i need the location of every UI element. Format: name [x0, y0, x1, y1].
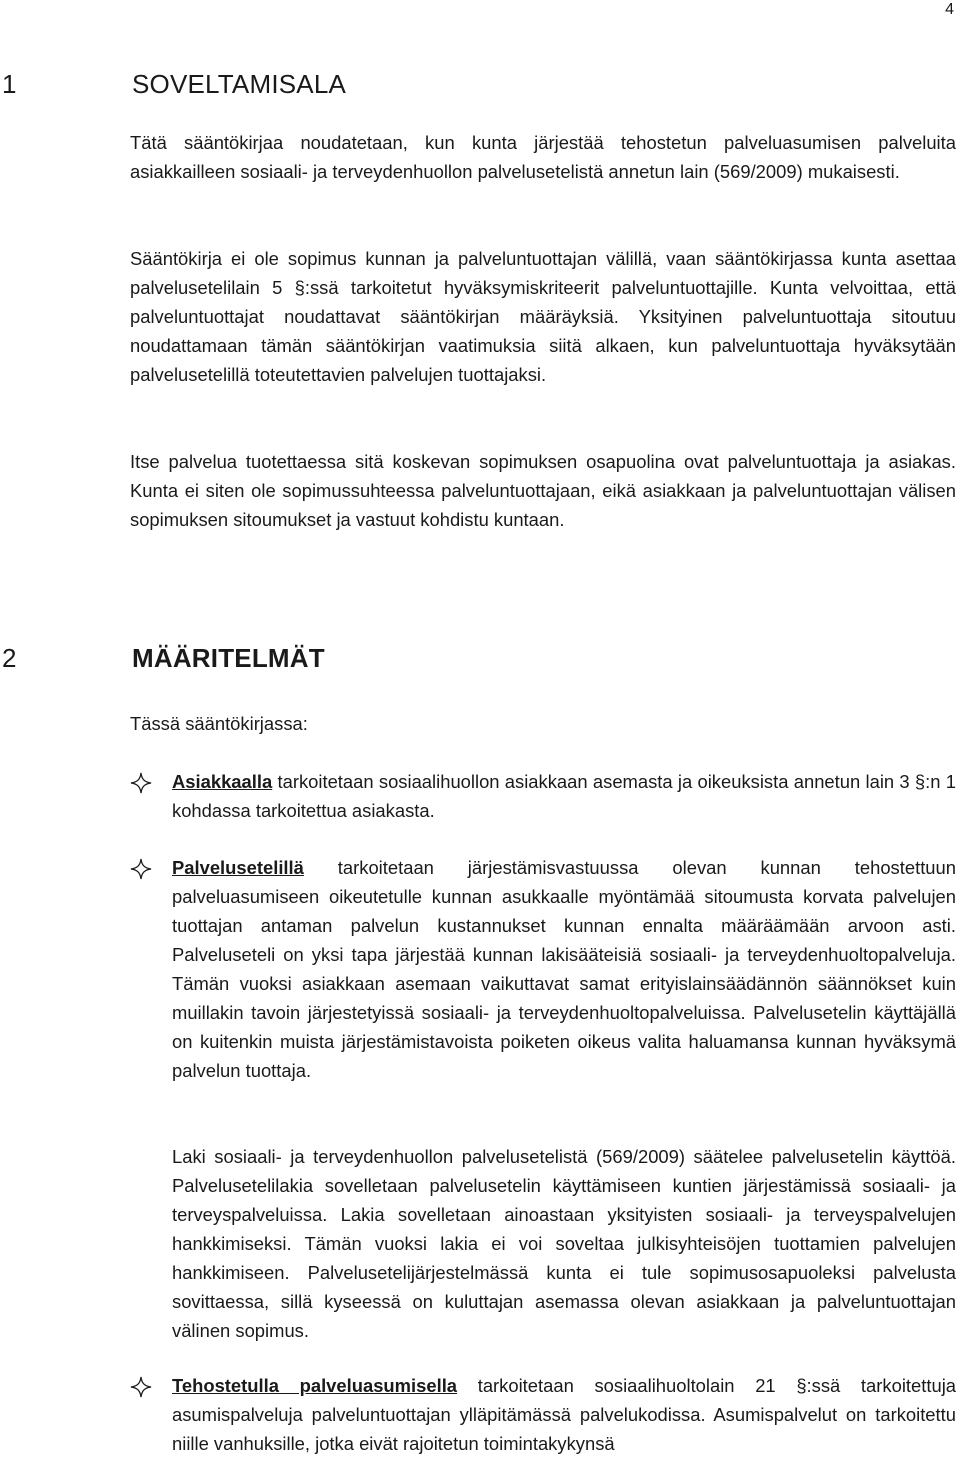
section-2-title: MÄÄRITELMÄT — [132, 643, 325, 673]
four-point-star-outline-icon — [130, 772, 152, 794]
section-1-title: SOVELTAMISALA — [132, 69, 347, 99]
section-1-paragraph-1: Tätä sääntökirjaa noudatetaan, kun kunta järjestää tehostetun palveluasumisen palveluita asiakkailleen sosiaali- ja terveydenhuollon palvelusetelistä annetun lain (569/2009) mukaisesti. — [130, 132, 956, 182]
page-number: 4 — [945, 1, 954, 18]
definition-term: Tehostetulla palveluasumisella — [172, 1375, 458, 1396]
definition-text — [172, 767, 956, 825]
definition-term: Asiakkaalla — [172, 771, 273, 792]
four-point-star-outline-icon — [130, 858, 152, 880]
section-1-number: 1 — [2, 69, 17, 99]
definition-text — [172, 853, 956, 1085]
four-point-star-outline-icon — [130, 1376, 152, 1398]
definition-text — [172, 1371, 956, 1458]
definition-body: tarkoitetaan sosiaalihuollon asiakkaan asemasta ja oikeuksista annetun lain 3 §:n 1 kohdassa tarkoitettua asiakasta. — [172, 771, 956, 821]
section-1-paragraph-2: Sääntökirja ei ole sopimus kunnan ja palveluntuottajan välillä, vaan sääntökirjassa kunta asettaa palvelusetelilain 5 §:ssä tarkoitetut hyväksymiskriteerit palveluntuottajille. Kunta velvoittaa, että palveluntuottajat noudattavat sääntökirjan määräyksiä. Yksityinen palveluntuottaja sitoutuu noudattamaan tämän sääntökirjan vaatimuksia siitä alkaen, kun palveluntuottaja hyväksytään palvelusetelillä toteutettavien palvelujen tuottajaksi. — [130, 248, 956, 385]
section-1-heading — [0, 68, 960, 108]
definition-extra-paragraph: Laki sosiaali- ja terveydenhuollon palvelusetelistä (569/2009) säätelee palvelusetelin käyttöä. Palvelusetelilakia sovelletaan palvelusetelin käyttämiseen kuntien järjestämissä sosiaali- ja terveyspalveluissa. Lakia sovelletaan ainoastaan yksityisten sosiaali- ja terveyspalvelujen hankkimiseksi. Tämän vuoksi lakia ei voi soveltaa julkisyhteisöjen tuottamien palvelujen hankkimiseen. Palvelusetelijärjestelmässä kunta ei tule sopimusosapuoleksi palvelusta sovittaessa, sillä kyseessä on kuluttajan asemassa olevan asiakkaan ja palveluntuottajan välinen sopimus. — [172, 1146, 956, 1341]
section-2-heading — [0, 642, 960, 682]
definition-term: Palvelusetelillä — [172, 857, 304, 878]
section-1-paragraph-3: Itse palvelua tuotettaessa sitä koskevan sopimuksen osapuolina ovat palveluntuottaja ja asiakas. Kunta ei siten ole sopimussuhteessa palveluntuottajaan, eikä asiakkaan ja palveluntuottajan välisen sopimuksen sitoumukset ja vastuut kohdistu kuntaan. — [130, 451, 956, 530]
section-2-intro: Tässä sääntökirjassa: — [130, 713, 308, 734]
definition-body: tarkoitetaan järjestämisvastuussa olevan kunnan tehostettuun palveluasumiseen oikeutetulle kunnan asukkaalle myöntämää sitoumusta korvata palvelujen tuottajan antaman palvelun kustannukset kunnan ennalta määräämään arvoon asti. Palveluseteli on yksi tapa järjestää kunnan lakisääteisiä sosiaali- ja terveydenhuoltopalveluja. Tämän vuoksi asiakkaan asemaan vaikuttavat samat erityislainsäädännön säännökset kuin muillakin tavoin järjestetyissä sosiaali- ja terveydenhuoltopalveluissa. Palvelusetelin käyttäjällä on kuitenkin muista järjestämistavoista poiketen oikeus valita haluamansa kunnan hyväksymä palvelun tuottaja. — [172, 857, 956, 1081]
definition-body: tarkoitetaan sosiaalihuoltolain 21 §:ssä tarkoitettuja asumispalveluja palveluntuottajan ylläpitämässä palvelukodissa. Asumispalvelut on tarkoitettu niille vanhuksille, jotka eivät rajoitetun toimintakykynsä — [172, 1375, 957, 1454]
section-2-number: 2 — [2, 643, 17, 673]
